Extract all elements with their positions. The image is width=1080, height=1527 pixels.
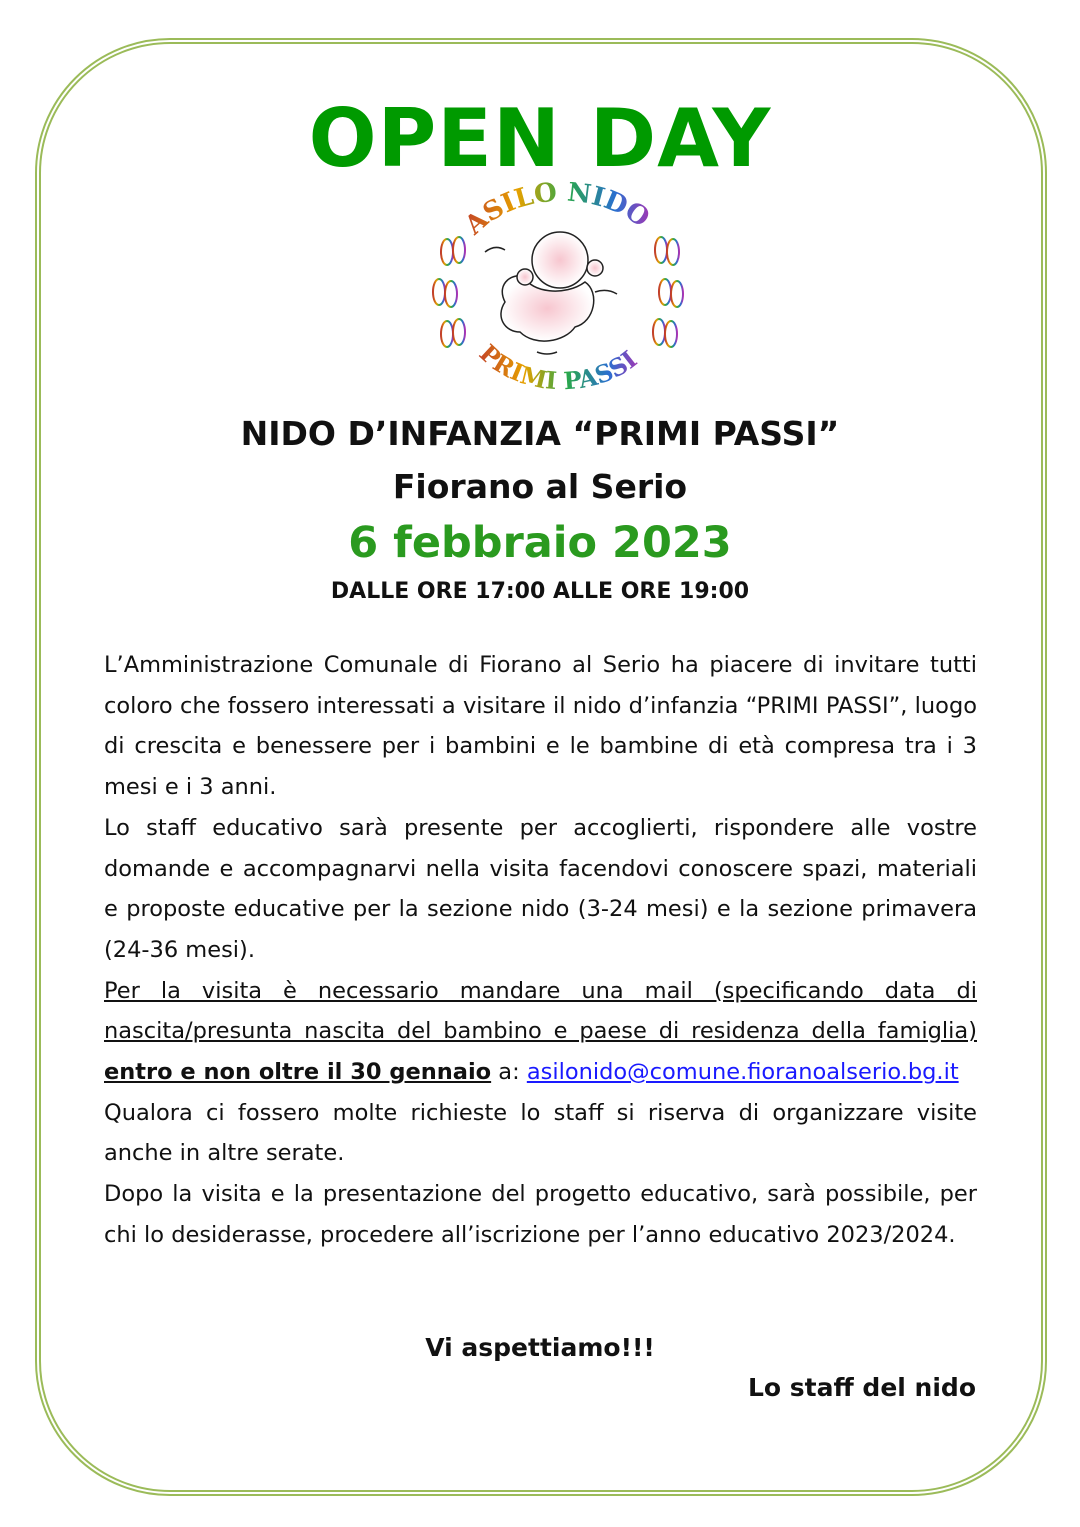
- email-link[interactable]: asilonido@comune.fioranoalserio.bg.it: [526, 1059, 959, 1086]
- closing-text: Vi aspettiamo!!!: [425, 1333, 655, 1362]
- paragraph-enrollment: Dopo la visita e la presentazione del progetto educativo, sarà possibile, per chi lo desiderasse, procedere all’iscrizione per l’anno educativo 2023/2024.: [104, 1181, 977, 1248]
- event-date: 6 febbraio 2023: [348, 518, 732, 568]
- event-hours: DALLE ORE 17:00 ALLE ORE 19:00: [330, 579, 750, 604]
- separator: a:: [491, 1059, 527, 1086]
- booking-deadline: entro e non oltre il 30 gennaio: [104, 1059, 492, 1086]
- body-text: [104, 645, 977, 1256]
- paragraph-staff: Lo staff educativo sarà presente per accoglierti, rispondere alle vostre domande e accompagnarvi nella visita facendovi conoscere spazi, materiali e proposte educative per la sezione nido (3-24 mesi) e la sezione primavera (24-36 mesi).: [104, 814, 977, 963]
- logo-top-text: ASILO NIDO: [459, 182, 655, 241]
- paragraph-extra-visits: Qualora ci fossero molte richieste lo staff si riserva di organizzare visite anche in altre serate.: [104, 1099, 977, 1167]
- nursery-name: NIDO D’INFANZIA “PRIMI PASSI”: [240, 414, 840, 453]
- booking-instructions: Per la visita è necessario mandare una mail (specificando data di nascita/presunta nascita del bambino e paese di residenza della famiglia): [104, 977, 977, 1045]
- location: Fiorano al Serio: [392, 467, 688, 506]
- signature: Lo staff del nido: [747, 1373, 976, 1402]
- baby-icon: [485, 232, 617, 354]
- logo-bottom-text: PRIMI PASSI: [473, 338, 643, 396]
- paragraph-booking: [104, 971, 977, 1093]
- asilo-nido-logo: [425, 182, 695, 397]
- page-title: OPEN DAY: [308, 92, 772, 185]
- paragraph-invitation: L’Amministrazione Comunale di Fiorano al Serio ha piacere di invitare tutti coloro che fossero interessati a visitare il nido d’infanzia “PRIMI PASSI”, luogo di crescita e benessere per i bambini e le bambine di età compresa tra i 3 mesi e i 3 anni.: [104, 652, 977, 801]
